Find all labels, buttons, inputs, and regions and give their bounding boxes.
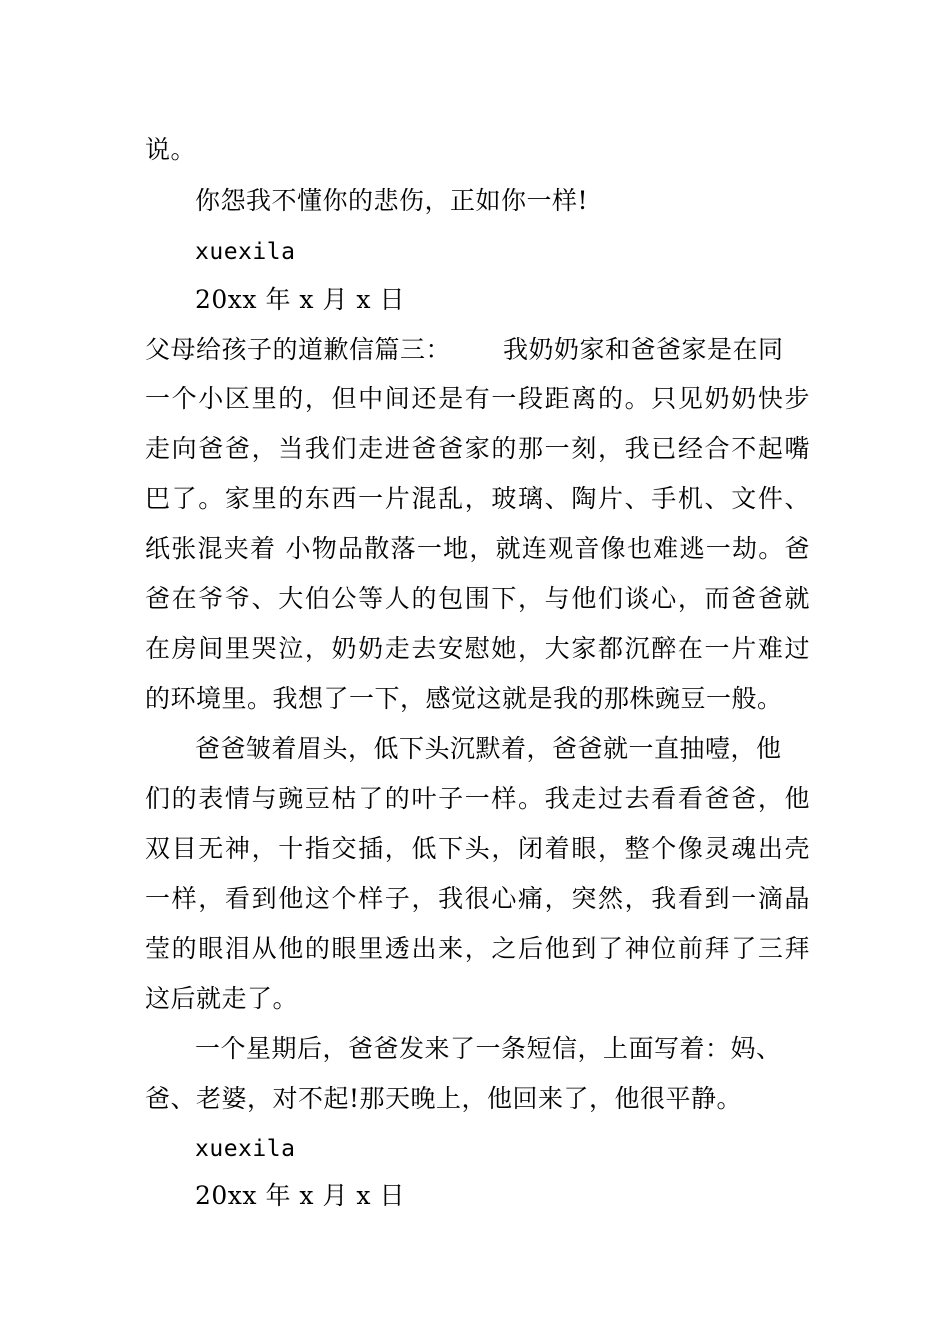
- text-line: 爸在爷爷、大伯公等人的包围下，与他们谈心，而爸爸就: [145, 584, 810, 613]
- text-line: 们的表情与豌豆枯了的叶子一样。我走过去看看爸爸，他: [145, 784, 810, 813]
- text-line: 纸张混夹着 小物品散落一地，就连观音像也难逃一劫。爸: [145, 534, 810, 563]
- section-heading: 父母给孩子的道歉信篇三：: [145, 335, 452, 364]
- text-line: 的环境里。我想了一下，感觉这就是我的那株豌豆一般。: [145, 684, 783, 713]
- date-line: 20xx 年 x 月 x 日: [195, 1181, 405, 1210]
- text-line: 莹的眼泪从他的眼里透出来，之后他到了神位前拜了三拜: [145, 934, 810, 963]
- section-line: [145, 335, 810, 365]
- text-line: 爸、老婆，对不起!那天晚上，他回来了，他很平静。: [145, 1084, 743, 1113]
- text-line: 爸爸皱着眉头，低下头沉默着，爸爸就一直抽噎，他: [195, 734, 782, 763]
- text-line: 一个小区里的，但中间还是有一段距离的。只见奶奶快步: [145, 384, 810, 413]
- text-run: 我奶奶家和爸爸家是在同: [503, 335, 784, 364]
- signature: xuexila: [195, 239, 296, 265]
- text-line: 说。: [145, 135, 197, 164]
- text-line: 巴了。家里的东西一片混乱，玻璃、陶片、手机、文件、: [145, 484, 810, 513]
- text-line: 你怨我不懂你的悲伤，正如你一样!: [195, 186, 589, 215]
- date-line: 20xx 年 x 月 x 日: [195, 285, 405, 314]
- text-line: 这后就走了。: [145, 984, 299, 1013]
- text-line: 走向爸爸，当我们走进爸爸家的那一刻，我已经合不起嘴: [145, 434, 810, 463]
- text-line: 在房间里哭泣，奶奶走去安慰她，大家都沉醉在一片难过: [145, 634, 810, 663]
- text-line: 一样，看到他这个样子，我很心痛，突然，我看到一滴晶: [145, 884, 810, 913]
- signature: xuexila: [195, 1136, 296, 1162]
- text-line: 一个星期后，爸爸发来了一条短信，上面写着：妈、: [195, 1034, 782, 1063]
- text-line: 双目无神，十指交插，低下头，闭着眼，整个像灵魂出壳: [145, 834, 810, 863]
